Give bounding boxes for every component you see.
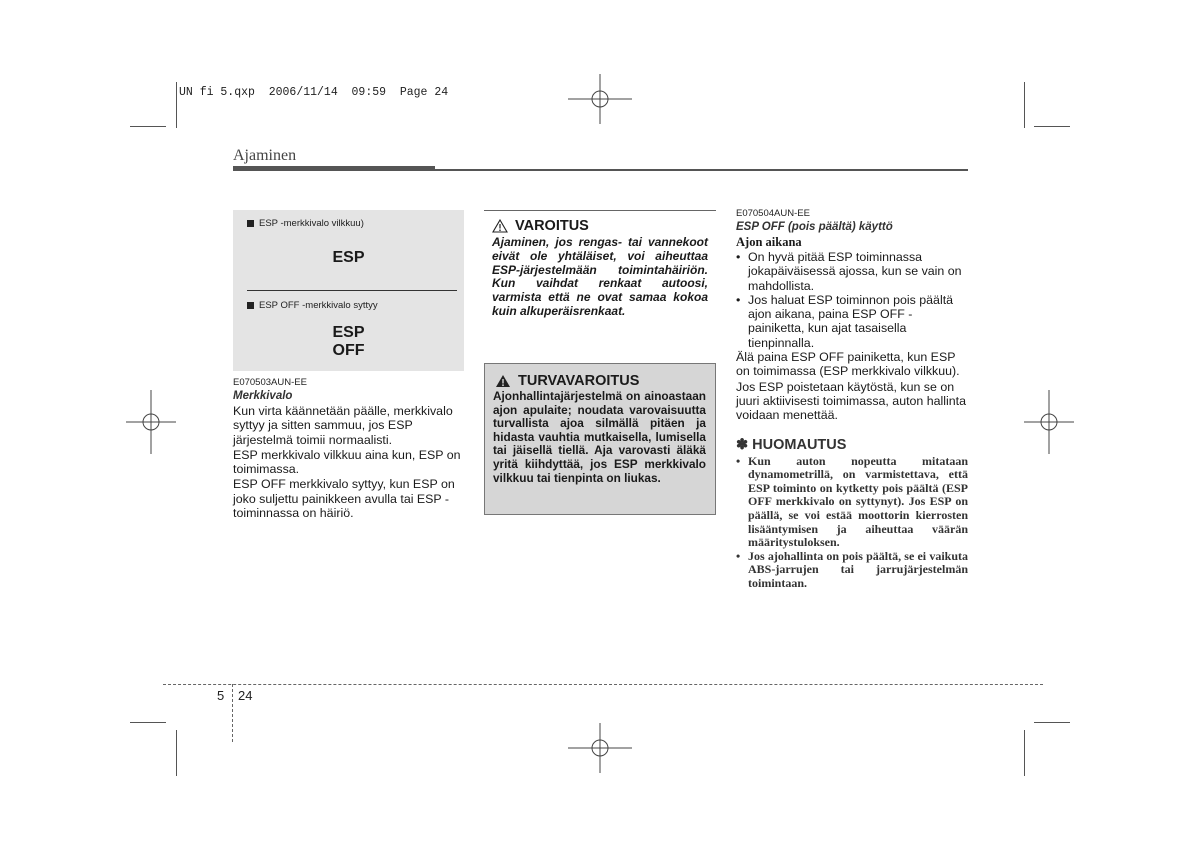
note-list — [736, 455, 968, 591]
warning-triangle-icon — [492, 219, 508, 233]
esp-off-indicator-label: ESP OFF — [332, 324, 365, 359]
section-title: Ajaminen — [233, 147, 297, 164]
subheading-esp-off: ESP OFF (pois päältä) käyttö — [736, 221, 893, 233]
column-1-text — [233, 377, 464, 521]
list-item: • Jos haluat ESP toiminnon pois päältä ajon aikana, paina ESP OFF -painiketta, kun ajat tasaisella tienpinnalla. — [736, 293, 968, 350]
section-number: 5 — [217, 688, 225, 703]
indicator-figure — [233, 210, 464, 371]
paragraph: Kun virta käännetään päälle, merkkivalo syttyy ja sitten sammuu, jos ESP järjestelmä toimii normaalisti. — [233, 404, 453, 447]
warning-triangle-filled-icon — [495, 374, 511, 388]
page-number: 24 — [238, 688, 253, 703]
column-1-body — [233, 404, 464, 520]
square-bullet-icon — [247, 302, 254, 309]
header-rule-thin — [435, 169, 968, 171]
warning-block — [484, 210, 716, 345]
footer-dashed-rule — [163, 684, 1043, 685]
section-code: E070504AUN-EE — [736, 208, 810, 219]
header-rule-thick — [233, 166, 435, 171]
warning-text: Ajaminen, jos rengas- tai vannekoot eivät ole yhtäläiset, voi aiheuttaa ESP-järjestelmään toimintahäiriön. Kun vaihdat renkaat autoosi, varmista että ne ovat samaa kokoa kuin alkuperäisrenkaat. — [492, 235, 708, 318]
note-title: ✽ HUOMAUTUS — [736, 436, 847, 453]
bold-heading-ajon-aikana: Ajon aikana — [736, 235, 802, 249]
list-item: • On hyvä pitää ESP toiminnassa jokapäiväisessä ajossa, kun se vain on mahdollista. — [736, 250, 968, 293]
caution-text: Ajonhallintajärjestelmä on ainoastaan ajon apulaite; noudata varovaisuutta turvallista ajoa silmällä pitäen ja hidasta vauhtia mutkaisella, lumisella tai jäisellä tiellä. Aja varovasti äläkä yritä kiihdyttää, jos ESP merkkivalo vilkkuu tai tienpinta on liukas. — [493, 389, 706, 485]
column-3-body — [736, 250, 968, 423]
paragraph: Jos ESP poistetaan käytöstä, kun se on juuri aktiivisesti toimimassa, auton hallinta voidaan menettää. — [736, 379, 967, 423]
caution-title: TURVAVAROITUS — [495, 373, 715, 389]
warning-title: VAROITUS — [492, 218, 716, 234]
esp-indicator-label: ESP — [332, 249, 365, 266]
registration-mark-left — [126, 390, 176, 454]
print-slug: UN fi 5.qxp 2006/11/14 09:59 Page 24 — [179, 86, 449, 99]
caution-box — [484, 363, 716, 515]
figure-caption-esp: ESP -merkkivalo vilkkuu) — [247, 218, 364, 229]
bullet-list — [736, 250, 968, 350]
registration-mark-bottom — [568, 723, 632, 773]
registration-mark-right — [1024, 390, 1074, 454]
subheading-merkkivalo: Merkkivalo — [233, 390, 293, 402]
paragraph: ESP merkkivalo vilkkuu aina kun, ESP on toimimassa. — [233, 447, 461, 477]
list-item: • Jos ajohallinta on pois päältä, se ei vaikuta ABS-jarrujen tai jarrujärjestelmän toimintaan. — [736, 550, 968, 591]
footer-vertical-dashed-rule — [232, 684, 233, 742]
section-code: E070503AUN-EE — [233, 377, 307, 388]
paragraph: ESP OFF merkkivalo syttyy, kun ESP on joko suljettu painikkeen avulla tai ESP - toiminnassa on häiriö. — [233, 477, 455, 521]
square-bullet-icon — [247, 220, 254, 227]
figure-divider — [247, 290, 457, 291]
paragraph: Älä paina ESP OFF painiketta, kun ESP on toimimassa (ESP merkkivalo vilkkuu). — [736, 350, 960, 379]
list-item: • Kun auton nopeutta mitataan dynamometrillä, on varmistettava, että ESP toiminto on kytketty pois päältä (ESP OFF merkkivalo on syttynyt). Jos ESP on päällä, se voi estää moottorin kierrosten lisääntymisen ja aiheuttaa väärän määritystuloksen. — [736, 455, 968, 550]
registration-mark-top — [568, 74, 632, 124]
column-3-text — [736, 208, 968, 591]
figure-caption-esp-off: ESP OFF -merkkivalo syttyy — [247, 300, 378, 311]
